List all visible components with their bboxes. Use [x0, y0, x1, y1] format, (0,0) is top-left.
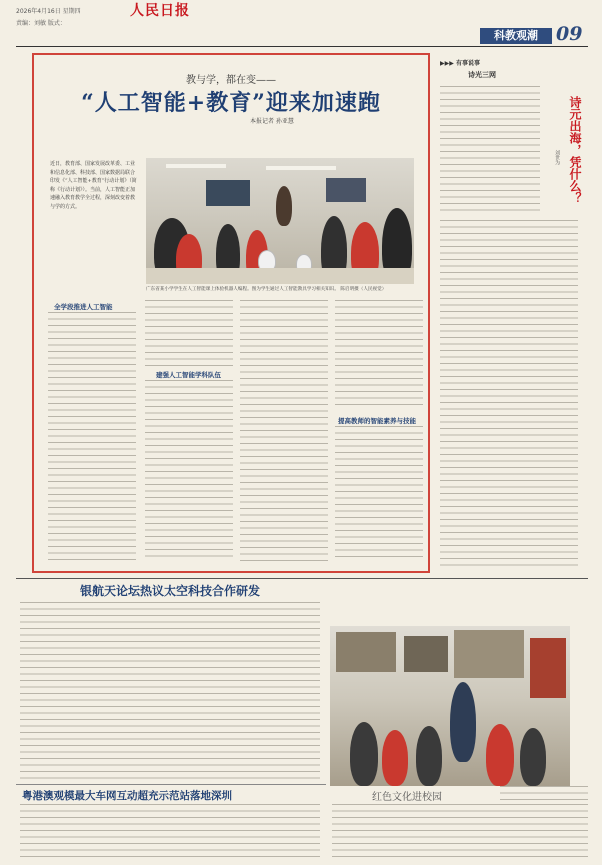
article2-headline: 银航天论坛热议太空科技合作研发 [80, 584, 261, 598]
column-title: 诗元出海，凭什么？ [568, 96, 582, 204]
article-headline: “人工智能+教育”迎来加速跑 [81, 90, 381, 116]
article3-text [20, 804, 320, 860]
body-text-col1 [48, 312, 136, 562]
column-text-a [440, 86, 540, 216]
column-series: 诗光三网 [468, 71, 496, 79]
article3-rule [16, 784, 326, 785]
section-divider [16, 578, 588, 579]
page-number: 09 [556, 23, 583, 45]
classroom-photo [146, 158, 414, 284]
article3-headline: 粤港澳观模最大车网互动超充示范站落地深圳 [22, 790, 232, 802]
article-byline: 本报记者 孙亚慧 [250, 118, 294, 125]
subhead-1: 全学段推进人工智能 [54, 303, 113, 311]
body-text-col3 [240, 300, 328, 562]
edition-info: 责编：刘敏 版式： [16, 20, 66, 27]
column-text-b [440, 220, 578, 570]
body-text-col4a [335, 300, 423, 410]
subhead-2: 建强人工智能学科队伍 [156, 371, 221, 379]
article-kicker: 教与学，都在变—— [186, 75, 276, 86]
column-header [440, 58, 552, 80]
column-author: 刘世为 [554, 150, 560, 165]
article-lead: 近日，教育部、国家发展改革委、工业和信息化部、科技部、国家数据局联合印发《“人工智能+教育”行动计划》（简称《行动计划》）。当前，人工智能正加速融入教育教学全过程，深刻改变着教与学的方式。 [50, 161, 137, 210]
body-text-col4b [335, 426, 423, 562]
exhibition-photo [330, 626, 570, 786]
masthead-logo: 人民日报 [130, 3, 190, 19]
photo-caption: 广东省某小学学生在人工智能课上体验机器人编程。图为学生通过人工智能教具学习相关知识。 陈启明摄（人民视觉） [146, 287, 387, 292]
article2-text [20, 602, 320, 780]
feature-text-side [500, 786, 588, 802]
issue-date: 2026年4月16日 星期四 [16, 8, 81, 15]
column-rubric-label: 有事说事 [455, 60, 480, 67]
feature-title: 红色文化进校园 [372, 792, 442, 803]
section-title: 科教观潮 [480, 28, 552, 44]
body-text-col2b [145, 380, 233, 562]
subhead-3: 提高教师的智能素养与技能 [338, 417, 416, 425]
header-rule [16, 46, 588, 47]
body-text-col2a [145, 300, 233, 366]
feature-text [332, 804, 588, 860]
column-rubric: ▶▶▶ 有事说事 [440, 60, 480, 67]
